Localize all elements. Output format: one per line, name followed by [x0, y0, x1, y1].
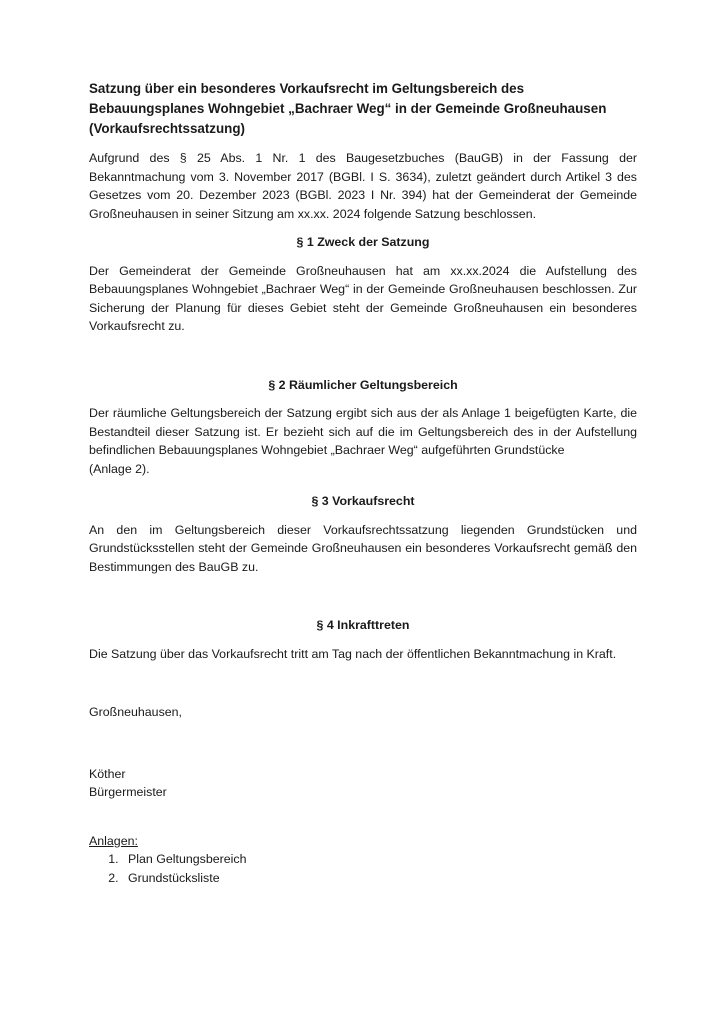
signatory-title: Bürgermeister [89, 785, 167, 799]
section-3-text: An den im Geltungsbereich dieser Vorkaufsrechtssatzung liegenden Grundstücken und Grundstücksstellen steht der Gemeinde Großneuhausen ein besonderes Vorkaufsrecht gemäß den Bestimmungen des BauGB zu. [89, 522, 637, 574]
signatory-name: Köther [89, 766, 126, 781]
preamble-text: Aufgrund des § 25 Abs. 1 Nr. 1 des Baugesetzbuches (BauGB) in der Fassung der Bekanntmachung vom 3. November 2017 (BGBl. I S. 3634), zuletzt geändert durch Artikel 3 des Gesetzes vom 20. Dezember 2023 (BGBl. 2023 I Nr. 394) hat der Gemeinderat der Gemeinde Großneuhausen in seiner Sitzung am xx.xx. 2024 folgende Satzung beschlossen. [89, 151, 637, 221]
section-4-text: Die Satzung über das Vorkaufsrecht tritt am Tag nach der öffentlichen Bekanntmachung in Kraft. [89, 646, 617, 661]
annex-label: Anlagen: [89, 833, 138, 848]
section-2-text: Der räumliche Geltungsbereich der Satzung ergibt sich aus der als Anlage 1 beigefügten Karte, die Bestandteil dieser Satzung ist. Er bezieht sich auf die im Geltungsbereich des in der Aufstellung befindlichen Bebauungsplanes Wohngebiet „Bachraer Weg“ aufgeführten Grundstücke [89, 406, 637, 457]
annex-list [89, 850, 637, 887]
annex-item-1: 1. Plan Geltungsbereich [122, 850, 637, 869]
section-1-text: Der Gemeinderat der Gemeinde Großneuhausen hat am xx.xx.2024 die Aufstellung des Bebauungsplanes Wohngebiet „Bachraer Weg“ in der Gemeinde Großneuhausen beschlossen. Zur Sicherung der Planung für dieses Gebiet steht der Gemeinde Großneuhausen ein besonderes Vorkaufsrecht zu. [89, 263, 637, 333]
section-2-text-tail: (Anlage 2). [89, 461, 150, 476]
section-1-heading: § 1 Zweck der Satzung [296, 235, 430, 249]
document-page [89, 79, 637, 887]
signature-place: Großneuhausen, [89, 705, 182, 719]
section-4-heading: § 4 Inkrafttreten [316, 618, 410, 632]
annex-item-2: 2. Grundstücksliste [122, 869, 637, 888]
document-title: Satzung über ein besonderes Vorkaufsrecht im Geltungsbereich des Bebauungsplanes Wohngebiet „Bachraer Weg“ in der Gemeinde Großneuhausen (Vorkaufsrechtssatzung) [89, 81, 607, 136]
section-3-heading: § 3 Vorkaufsrecht [311, 494, 415, 508]
section-2-heading: § 2 Räumlicher Geltungsbereich [268, 377, 458, 392]
